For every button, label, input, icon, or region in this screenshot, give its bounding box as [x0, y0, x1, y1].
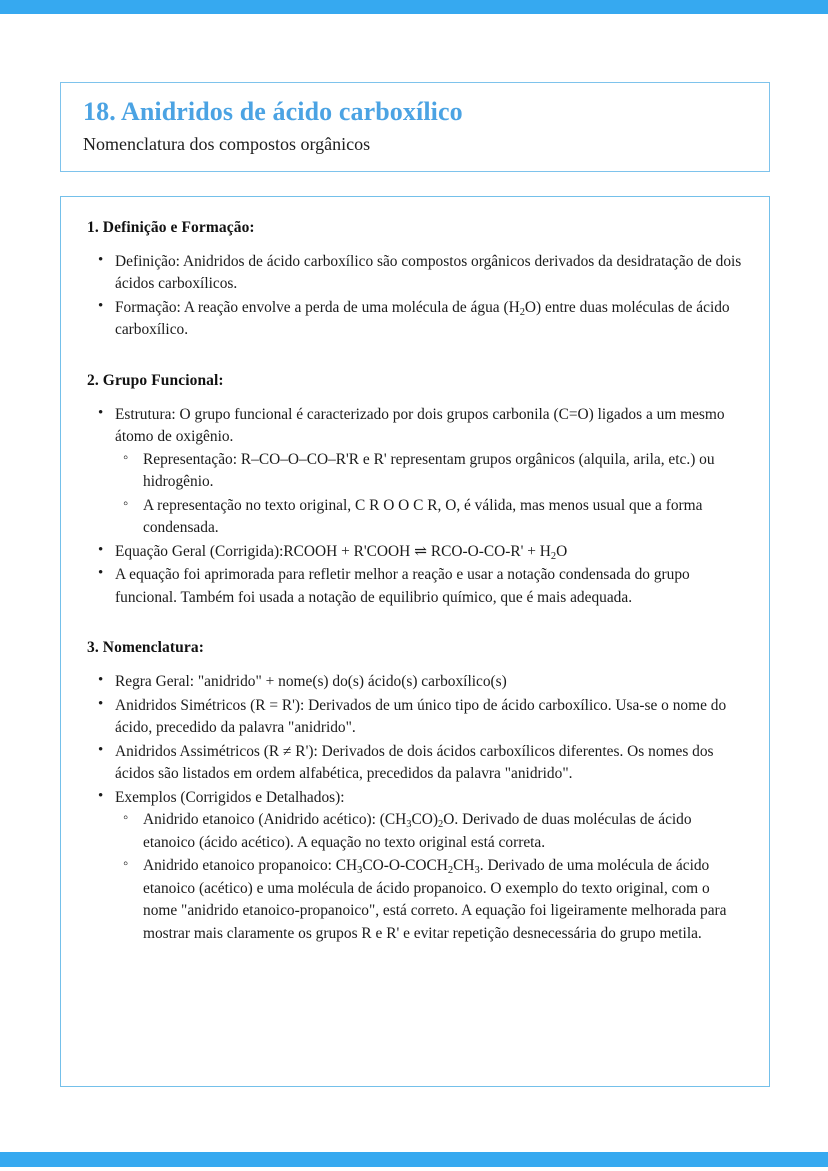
section-2-bullet-list — [87, 404, 743, 609]
example-part: CO-O-COCH — [362, 857, 448, 875]
bullet-text-prefix: Formação: A reação envolve a perda de uma molécula de água (H — [115, 298, 520, 316]
list-item — [87, 671, 743, 693]
section-1-bullet-list — [87, 251, 743, 342]
section-heading-definicao: 1. Definição e Formação: — [87, 219, 255, 236]
page-subtitle: Nomenclatura dos compostos orgânicos — [83, 133, 371, 154]
bullet-text: Estrutura: O grupo funcional é caracterizado por dois grupos carbonila (C=O) ligados a um mesmo átomo de oxigênio. — [115, 405, 725, 446]
subscript: 2 — [550, 550, 557, 562]
sub-bullet-text: A representação no texto original, C R O O C R, O, é válida, mas menos usual que a forma condensada. — [143, 496, 703, 537]
sub-bullet-text: Representação: R–CO–O–CO–R'R e R' representam grupos orgânicos (alquila, arila, etc.) ou hidrogênio. — [143, 450, 715, 491]
list-item — [87, 297, 743, 342]
top-accent-bar — [0, 0, 828, 14]
example-part: O. Derivado de duas moléculas de ácido etanoico (ácido acético). A equação no texto original está correta. — [143, 811, 692, 851]
list-item — [115, 449, 743, 494]
subscript: 3 — [357, 865, 363, 877]
list-item — [115, 495, 743, 540]
bullet-text-suffix: O) entre duas moléculas de ácido carboxílico. — [115, 298, 730, 339]
bullet-text: Anidridos Assimétricos (R ≠ R'): Derivados de dois ácidos carboxílicos diferentes. Os nomes dos ácidos são listados em ordem alfabética, precedidos da palavra "anidrido". — [115, 742, 714, 783]
list-item — [87, 741, 743, 786]
subscript: 2 — [519, 306, 525, 318]
list-item — [87, 787, 743, 945]
subscript: 2 — [438, 819, 444, 831]
page-title: 18. Anidridos de ácido carboxílico — [83, 97, 463, 126]
bullet-text: Exemplos (Corrigidos e Detalhados): — [115, 788, 345, 806]
list-item-example — [115, 855, 743, 945]
section-2-sub-bullet-list — [115, 449, 743, 540]
example-part: CH — [453, 857, 475, 875]
section-3-bullet-list — [87, 671, 743, 945]
bullet-text: A equação foi aprimorada para refletir melhor a reação e usar a notação condensada do grupo funcional. Também foi usada a notação de equilibrio químico, que é mais adequada. — [115, 566, 690, 606]
bullet-text: Definição: Anidridos de ácido carboxílico são compostos orgânicos derivados da desidratação de dois ácidos carboxílicos. — [115, 253, 742, 293]
example-part: CO) — [411, 811, 439, 829]
bullet-text: Anidridos Simétricos (R = R'): Derivados de um único tipo de ácido carboxílico. Usa-se o nome do ácido, precedido da palavra "anidrido". — [115, 696, 727, 737]
bottom-accent-bar — [0, 1152, 828, 1167]
bullet-text: Regra Geral: "anidrido" + nome(s) do(s) ácido(s) carboxílico(s) — [115, 673, 507, 691]
list-item-example — [115, 809, 743, 854]
examples-sub-bullet-list — [115, 809, 743, 945]
list-item — [87, 695, 743, 740]
example-part: Anidrido etanoico propanoico: CH — [143, 857, 358, 875]
list-item — [87, 251, 743, 296]
equation-suffix: O — [556, 542, 568, 560]
example-part: Anidrido etanoico (Anidrido acético): (CH — [143, 811, 407, 829]
subscript: 3 — [474, 865, 480, 877]
list-item — [87, 404, 743, 540]
document-content-card — [60, 196, 770, 1087]
equation-prefix: Equação Geral (Corrigida):RCOOH + R'COOH ⇌ RCO-O-CO-R' + H — [115, 542, 551, 560]
section-heading-nomenclatura: 3. Nomenclatura: — [87, 639, 204, 657]
list-item — [87, 564, 743, 609]
list-item-equation — [87, 541, 743, 563]
example-part: . Derivado de uma molécula de ácido etanoico (acético) e uma molécula de ácido propanoico. O exemplo do texto original, com o nome "anidrido etanoico-propanoico", está correto. A equação foi ligeiramente melhorada para mostrar mais claramente os grupos R e R' e evitar repetição desnecessária do grupo metila. — [143, 857, 727, 942]
section-heading-grupo-funcional: 2. Grupo Funcional: — [87, 371, 224, 389]
subscript: 2 — [447, 865, 454, 877]
document-header-card — [60, 82, 770, 172]
subscript: 3 — [406, 819, 412, 831]
